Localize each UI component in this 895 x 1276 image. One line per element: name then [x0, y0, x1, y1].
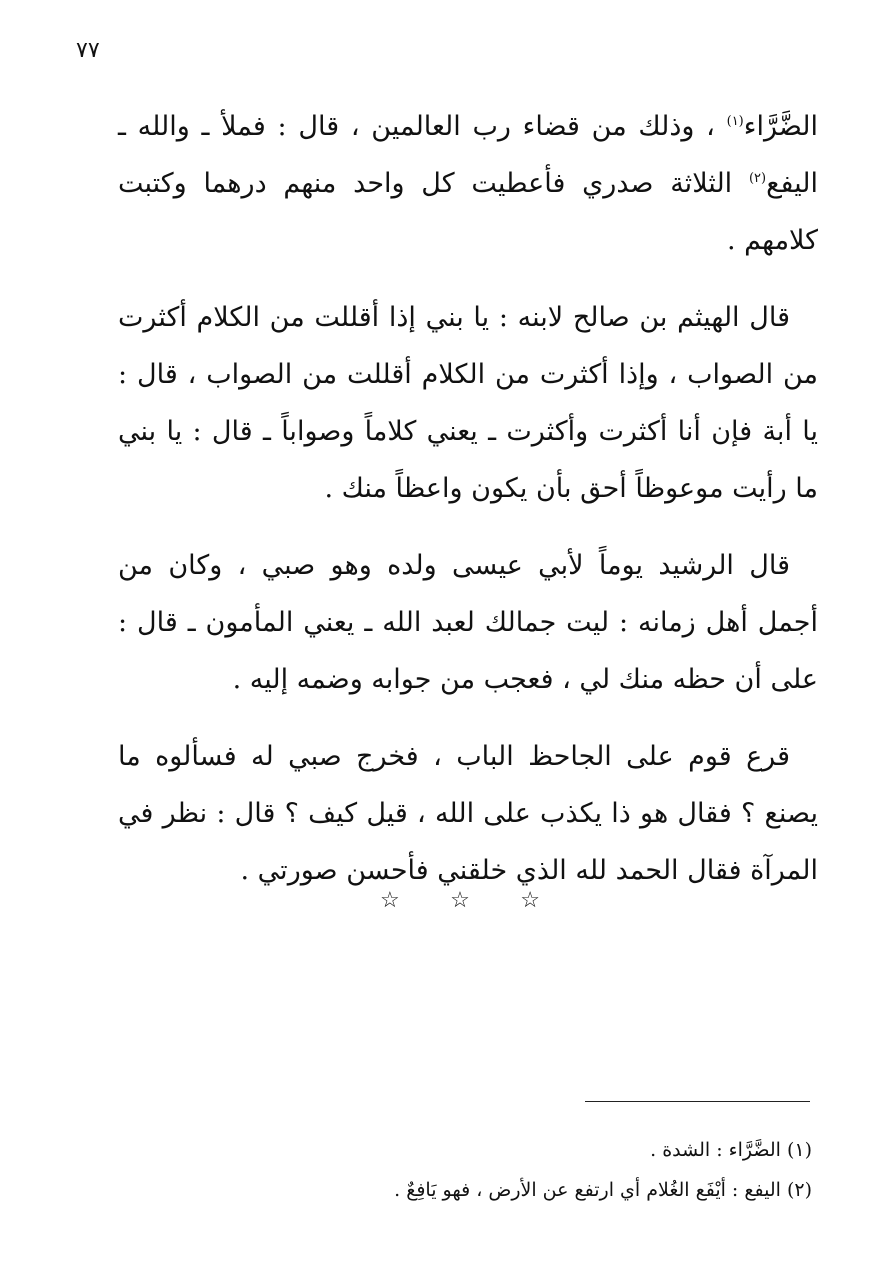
- star-icon: ☆: [380, 888, 400, 913]
- paragraph-1: [118, 98, 818, 269]
- paragraph-1-part-3: الثلاثة صدري فأعطيت كل واحد منهم درهما وكتبت كلامهم .: [118, 168, 818, 256]
- paragraph-3: قال الرشيد يوماً لأبي عيسى ولده وهو صبي ، وكان من أجمل أهل زمانه : ليت جمالك لعبد الله ـ يعني المأمون ـ قال : على أن حظه منك لي ، فعجب من جوابه وضمه إليه .: [118, 550, 818, 695]
- footnote-1-marker: (١): [786, 1139, 812, 1161]
- footnote-reference-2: (٢): [748, 171, 767, 186]
- page-number: ٧٧: [76, 38, 100, 63]
- footnotes: [330, 1130, 812, 1210]
- body-text: [118, 98, 818, 919]
- footnote-1-text: الضَّرَّاء : الشدة .: [650, 1139, 781, 1161]
- star-icon: ☆: [450, 888, 470, 913]
- footnote-separator: [585, 1101, 810, 1102]
- footnote-1: [330, 1130, 812, 1170]
- footnote-2-text: اليفع : أيْفَع الغُلام أي ارتفع عن الأرض ، فهو يَافِعٌ .: [394, 1179, 781, 1201]
- star-icon: ☆: [520, 888, 540, 913]
- footnote-reference-1: (١): [726, 114, 744, 129]
- paragraph-1-part-1: الضَّرَّاء: [743, 111, 818, 142]
- footnote-2-marker: (٢): [786, 1179, 812, 1201]
- paragraph-4: قرع قوم على الجاحظ الباب ، فخرج صبي له فسألوه ما يصنع ؟ فقال هو ذا يكذب على الله ، قيل كيف ؟ قال : نظر في المرآة فقال الحمد لله الذي خلقني فأحسن صورتي .: [118, 741, 818, 886]
- footnote-2: [330, 1170, 812, 1210]
- paragraph-2: قال الهيثم بن صالح لابنه : يا بني إذا أقللت من الكلام أكثرت من الصواب ، وإذا أكثرت من الكلام أقللت من الصواب ، قال : يا أبة فإن أنا أكثرت وأكثرت ـ يعني كلاماً وصواباً ـ قال : يا بني ما رأيت موعوظاً أحق بأن يكون واعظاً منك .: [118, 302, 818, 504]
- section-divider: [380, 888, 540, 913]
- paragraph-1-part-2: ، وذلك من قضاء رب العالمين ، قال : فملأ ـ والله ـ اليفع: [118, 111, 818, 199]
